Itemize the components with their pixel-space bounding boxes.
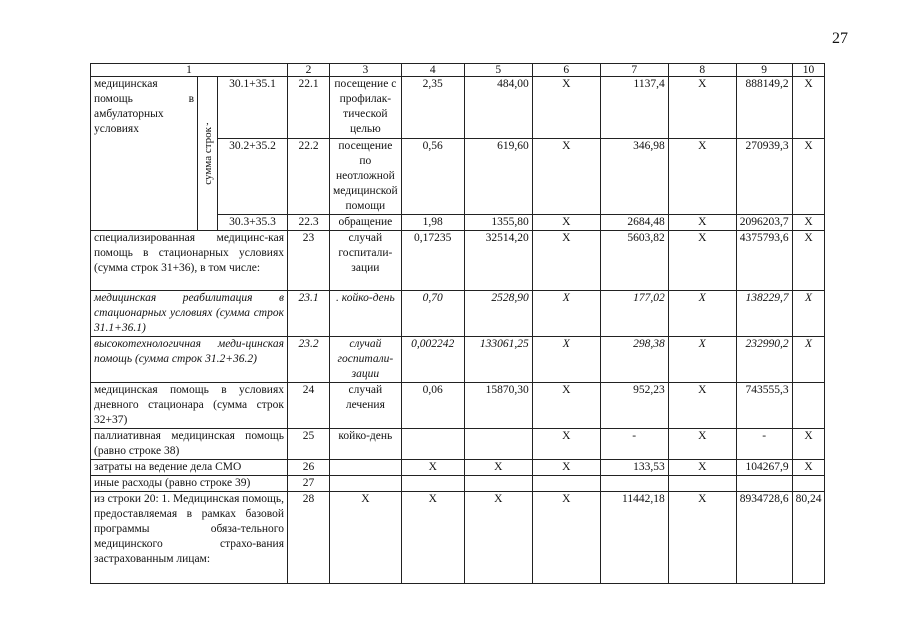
table-row bbox=[91, 383, 825, 429]
cell-col10: Х bbox=[792, 429, 825, 460]
header-col-9: 9 bbox=[736, 64, 792, 77]
cell-col8: Х bbox=[668, 337, 736, 383]
cell-col8: Х bbox=[668, 460, 736, 476]
cell-col9: 8934728,6 bbox=[736, 492, 792, 584]
row-code: 26 bbox=[288, 460, 330, 476]
cell-col4: 0,06 bbox=[401, 383, 464, 429]
sum-label-cell bbox=[198, 77, 218, 231]
row-label: медицинская помощь в амбулаторных условиях bbox=[91, 77, 198, 231]
cell-col7: 11442,18 bbox=[600, 492, 668, 584]
sum-label: сумма строк bbox=[201, 127, 214, 185]
cell-col7: 5603,82 bbox=[600, 231, 668, 291]
cell-col4: 2,35 bbox=[401, 77, 464, 139]
cell-col9: 2096203,7 bbox=[736, 215, 792, 231]
cell-col4 bbox=[401, 476, 464, 492]
row-sum: 30.1+35.1 bbox=[218, 77, 288, 139]
cell-col5: 133061,25 bbox=[464, 337, 532, 383]
cell-col10 bbox=[792, 476, 825, 492]
row-unit: обращение bbox=[330, 215, 402, 231]
cell-col5: 2528,90 bbox=[464, 291, 532, 337]
cell-col9: 138229,7 bbox=[736, 291, 792, 337]
cell-col10: Х bbox=[792, 139, 825, 215]
cell-col8: Х bbox=[668, 291, 736, 337]
row-unit: случай госпитали-зации bbox=[330, 337, 402, 383]
row-unit: Х bbox=[330, 492, 402, 584]
cell-col9: 104267,9 bbox=[736, 460, 792, 476]
cell-col7: 177,02 bbox=[600, 291, 668, 337]
cell-col8: Х bbox=[668, 429, 736, 460]
header-col-3: 3 bbox=[330, 64, 402, 77]
cell-col9 bbox=[736, 476, 792, 492]
cell-col8: Х bbox=[668, 231, 736, 291]
cell-col10: Х bbox=[792, 460, 825, 476]
cell-col7: 298,38 bbox=[600, 337, 668, 383]
cell-col5: 32514,20 bbox=[464, 231, 532, 291]
cell-col10: Х bbox=[792, 291, 825, 337]
cell-col8: Х bbox=[668, 492, 736, 584]
cell-col7: 346,98 bbox=[600, 139, 668, 215]
row-code: 28 bbox=[288, 492, 330, 584]
cell-col6: Х bbox=[532, 429, 600, 460]
cell-col6: Х bbox=[532, 231, 600, 291]
cell-col5 bbox=[464, 429, 532, 460]
cell-col6 bbox=[532, 476, 600, 492]
cell-col6: Х bbox=[532, 77, 600, 139]
row-unit: случай госпитали-зации bbox=[330, 231, 402, 291]
cell-col8: Х bbox=[668, 215, 736, 231]
cell-col5: 1355,80 bbox=[464, 215, 532, 231]
cell-col8 bbox=[668, 476, 736, 492]
row-label: высокотехнологичная меди-цинская помощь (сумма строк 31.2+36.2) bbox=[91, 337, 288, 383]
row-code: 24 bbox=[288, 383, 330, 429]
financing-table bbox=[90, 63, 825, 584]
cell-col9: - bbox=[736, 429, 792, 460]
table-row bbox=[91, 291, 825, 337]
header-col-6: 6 bbox=[532, 64, 600, 77]
cell-col9: 4375793,6 bbox=[736, 231, 792, 291]
header-col-7: 7 bbox=[600, 64, 668, 77]
cell-col7: 952,23 bbox=[600, 383, 668, 429]
row-code: 22.1 bbox=[288, 77, 330, 139]
row-code: 27 bbox=[288, 476, 330, 492]
table-row bbox=[91, 77, 825, 139]
row-label: паллиативная медицинская помощь (равно строке 38) bbox=[91, 429, 288, 460]
cell-col10: Х bbox=[792, 337, 825, 383]
cell-col10: Х bbox=[792, 231, 825, 291]
row-code: 25 bbox=[288, 429, 330, 460]
cell-col5: 484,00 bbox=[464, 77, 532, 139]
header-row bbox=[91, 64, 825, 77]
table-row bbox=[91, 429, 825, 460]
cell-col4: 0,002242 bbox=[401, 337, 464, 383]
row-sum: 30.2+35.2 bbox=[218, 139, 288, 215]
cell-col5 bbox=[464, 476, 532, 492]
cell-col4: Х bbox=[401, 492, 464, 584]
cell-col9: 888149,2 bbox=[736, 77, 792, 139]
row-label: иные расходы (равно строке 39) bbox=[91, 476, 288, 492]
cell-col8: Х bbox=[668, 383, 736, 429]
row-code: 23.2 bbox=[288, 337, 330, 383]
cell-col10: 80,24 bbox=[792, 492, 825, 584]
cell-col5: 15870,30 bbox=[464, 383, 532, 429]
row-label: медицинская реабилитация в стационарных условиях (сумма строк 31.1+36.1) bbox=[91, 291, 288, 337]
header-col-4: 4 bbox=[401, 64, 464, 77]
cell-col4: 1,98 bbox=[401, 215, 464, 231]
dot-mark: , bbox=[206, 116, 209, 128]
row-unit: койко-день bbox=[330, 429, 402, 460]
table-row bbox=[91, 476, 825, 492]
cell-col4: Х bbox=[401, 460, 464, 476]
cell-col4: 0,56 bbox=[401, 139, 464, 215]
row-unit: посещение с профилак-тической целью bbox=[330, 77, 402, 139]
header-col-2: 2 bbox=[288, 64, 330, 77]
row-code: 22.3 bbox=[288, 215, 330, 231]
cell-col5: Х bbox=[464, 460, 532, 476]
table-row bbox=[91, 460, 825, 476]
cell-col8: Х bbox=[668, 77, 736, 139]
cell-col10 bbox=[792, 383, 825, 429]
cell-col5: 619,60 bbox=[464, 139, 532, 215]
cell-col7: 1137,4 bbox=[600, 77, 668, 139]
cell-col10: Х bbox=[792, 77, 825, 139]
cell-col10: Х bbox=[792, 215, 825, 231]
page-number: 27 bbox=[832, 30, 848, 47]
cell-col6: Х bbox=[532, 337, 600, 383]
header-col-5: 5 bbox=[464, 64, 532, 77]
cell-col9: 270939,3 bbox=[736, 139, 792, 215]
cell-col7: 2684,48 bbox=[600, 215, 668, 231]
cell-col6: Х bbox=[532, 291, 600, 337]
header-col-1: 1 bbox=[91, 64, 288, 77]
table-row bbox=[91, 337, 825, 383]
cell-col7: - bbox=[600, 429, 668, 460]
cell-col5: Х bbox=[464, 492, 532, 584]
row-code: 23 bbox=[288, 231, 330, 291]
row-unit: . койко-день bbox=[330, 291, 402, 337]
row-unit: посещение по неотложной медицинской помощи bbox=[330, 139, 402, 215]
table-row bbox=[91, 231, 825, 291]
row-unit bbox=[330, 460, 402, 476]
row-unit: случай лечения bbox=[330, 383, 402, 429]
cell-col6: Х bbox=[532, 139, 600, 215]
row-unit bbox=[330, 476, 402, 492]
table-row bbox=[91, 492, 825, 584]
row-sum: 30.3+35.3 bbox=[218, 215, 288, 231]
header-col-10: 10 bbox=[792, 64, 825, 77]
cell-col4: 0,17235 bbox=[401, 231, 464, 291]
row-label: медицинская помощь в условиях дневного стационара (сумма строк 32+37) bbox=[91, 383, 288, 429]
cell-col7 bbox=[600, 476, 668, 492]
cell-col4 bbox=[401, 429, 464, 460]
cell-col6: Х bbox=[532, 492, 600, 584]
cell-col9: 743555,3 bbox=[736, 383, 792, 429]
row-label: затраты на ведение дела СМО bbox=[91, 460, 288, 476]
cell-col4: 0,70 bbox=[401, 291, 464, 337]
cell-col6: Х bbox=[532, 215, 600, 231]
row-label: специализированная медицинс-кая помощь в стационарных условиях (сумма строк 31+36), в том числе: bbox=[91, 231, 288, 291]
cell-col7: 133,53 bbox=[600, 460, 668, 476]
row-label: из строки 20: 1. Медицинская помощь, предоставляемая в рамках базовой программы обяза-тельного медицинского страхо-вания застрахованным лицам: bbox=[91, 492, 288, 584]
row-code: 23.1 bbox=[288, 291, 330, 337]
header-col-8: 8 bbox=[668, 64, 736, 77]
row-code: 22.2 bbox=[288, 139, 330, 215]
cell-col6: Х bbox=[532, 383, 600, 429]
cell-col9: 232990,2 bbox=[736, 337, 792, 383]
cell-col6: Х bbox=[532, 460, 600, 476]
cell-col8: Х bbox=[668, 139, 736, 215]
